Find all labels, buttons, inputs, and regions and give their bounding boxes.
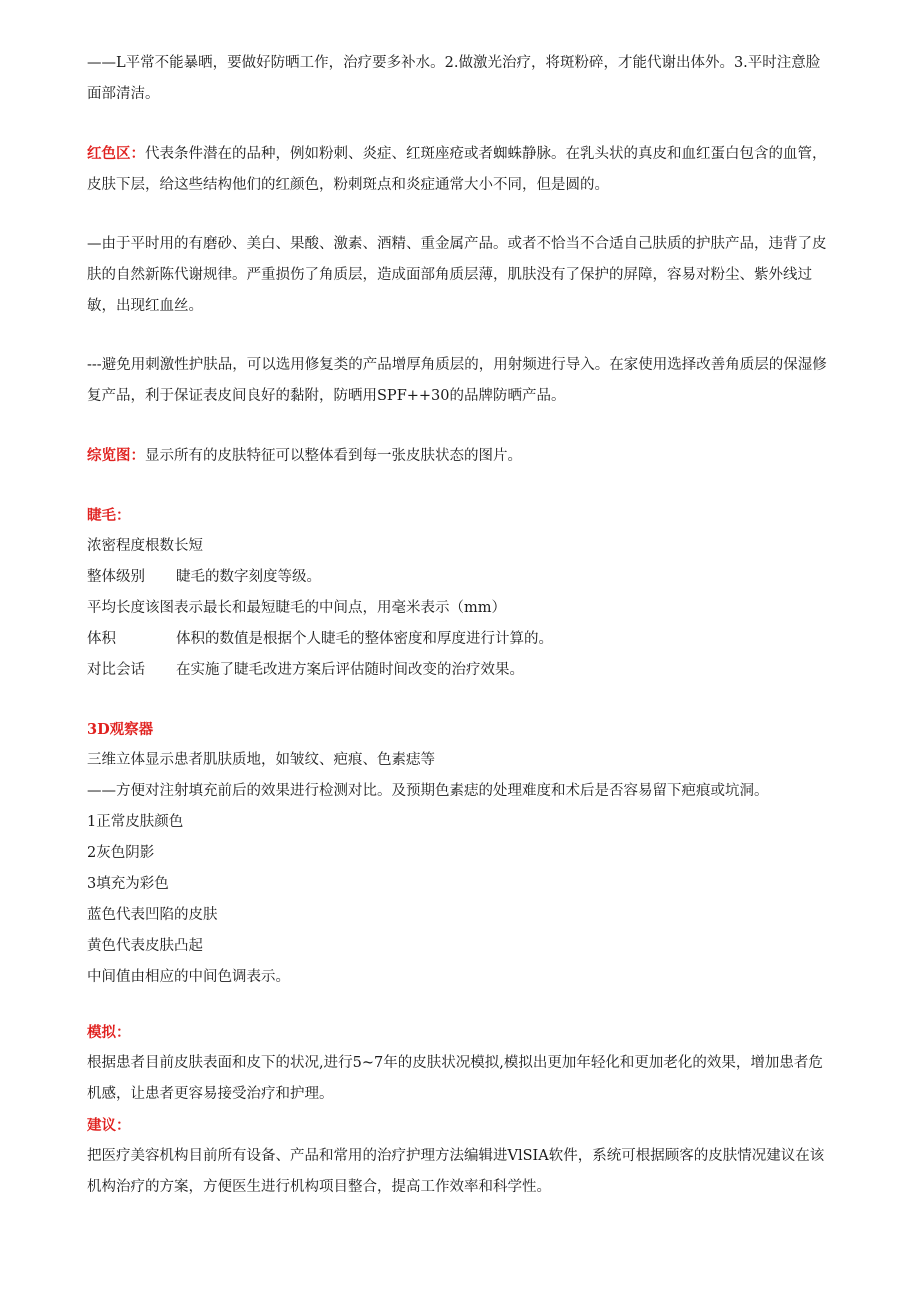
overview-label: 综览图：	[87, 447, 145, 464]
lashes-row	[87, 655, 832, 686]
lashes-value: 体积的数值是根据个人睫毛的整体密度和厚度进行计算的。	[176, 631, 553, 647]
document-page	[87, 48, 832, 1203]
simulation-text: 根据患者目前皮肤表面和皮下的状况,进行5~7年的皮肤状况模拟,模拟出更加年轻化和更加老化的效果，增加患者危机感，让患者更容易接受治疗和护理。	[87, 1055, 823, 1102]
viewer3d-line: 中间值由相应的中间色调表示。	[87, 969, 290, 985]
lashes-value: 在实施了睫毛改进方案后评估随时间改变的治疗效果。	[176, 662, 524, 678]
overview-paragraph	[87, 440, 832, 472]
viewer3d-line: 黄色代表皮肤凸起	[87, 938, 203, 954]
lashes-value: 该图表示最长和最短睫毛的中间点，用毫米表示（mm）	[145, 600, 506, 616]
viewer3d-line: 2灰色阴影	[87, 845, 155, 861]
viewer3d-line: 蓝色代表凹陷的皮肤	[87, 907, 218, 923]
viewer3d-line: 三维立体显示患者肌肤质地，如皱纹、疤痕、色素痣等	[87, 752, 435, 768]
lashes-row	[87, 562, 832, 593]
viewer3d-line: 1正常皮肤颜色	[87, 814, 184, 830]
suggestion-heading: 建议：	[87, 1117, 131, 1134]
cause-paragraph: —由于平时用的有磨砂、美白、果酸、激素、酒精、重金属产品。或者不恰当不合适自己肤质的护肤产品，违背了皮肤的自然新陈代谢规律。严重损伤了角质层，造成面部角质层薄，肌肤没有了保护的屏障，容易对粉尘、紫外线过敏，出现红血丝。	[87, 236, 827, 314]
red-zone-label: 红色区：	[87, 145, 145, 162]
overview-text: 显示所有的皮肤特征可以整体看到每一张皮肤状态的图片。	[145, 448, 522, 464]
viewer3d-line: 3填充为彩色	[87, 876, 169, 892]
lashes-line: 浓密程度根数长短	[87, 538, 203, 554]
lashes-key: 体积	[87, 631, 116, 647]
simulation-heading: 模拟：	[87, 1024, 131, 1041]
lashes-value: 睫毛的数字刻度等级。	[176, 569, 321, 585]
viewer3d-heading: 3D观察器	[87, 721, 154, 738]
red-zone-text: 代表条件潜在的品种，例如粉刺、炎症、红斑座疮或者蜘蛛静脉。在乳头状的真皮和血红蛋白包含的血管，皮肤下层，给这些结构他们的红颜色，粉刺斑点和炎症通常大小不同，但是圆的。	[87, 146, 827, 193]
treatment-paragraph: ——L平常不能暴晒，要做好防晒工作，治疗要多补水。2.做激光治疗，将斑粉碎，才能代谢出体外。3.平时注意脸面部清洁。	[87, 55, 821, 102]
lashes-key: 整体级别	[87, 569, 145, 585]
red-zone-paragraph	[87, 138, 832, 201]
lashes-key: 平均长度	[87, 600, 145, 616]
lashes-key: 对比会话	[87, 662, 145, 678]
suggestion-text: 把医疗美容机构目前所有设备、产品和常用的治疗护理方法编辑进VlSIA软件，系统可根据顾客的皮肤情况建议在该机构治疗的方案，方便医生进行机构项目整合，提高工作效率和科学性。	[87, 1148, 825, 1195]
viewer3d-line: ——方便对注射填充前后的效果进行检测对比。及预期色素痣的处理难度和术后是否容易留下疤痕或坑洞。	[87, 783, 769, 799]
lashes-row	[87, 624, 832, 655]
lashes-heading: 睫毛：	[87, 507, 131, 524]
lashes-row	[87, 593, 832, 624]
avoid-paragraph: ---避免用刺激性护肤品，可以选用修复类的产品增厚角质层的，用射频进行导入。在家使用选择改善角质层的保湿修复产品，利于保证表皮间良好的黏附，防晒用SPF++30的品牌防晒产品。	[87, 357, 827, 404]
